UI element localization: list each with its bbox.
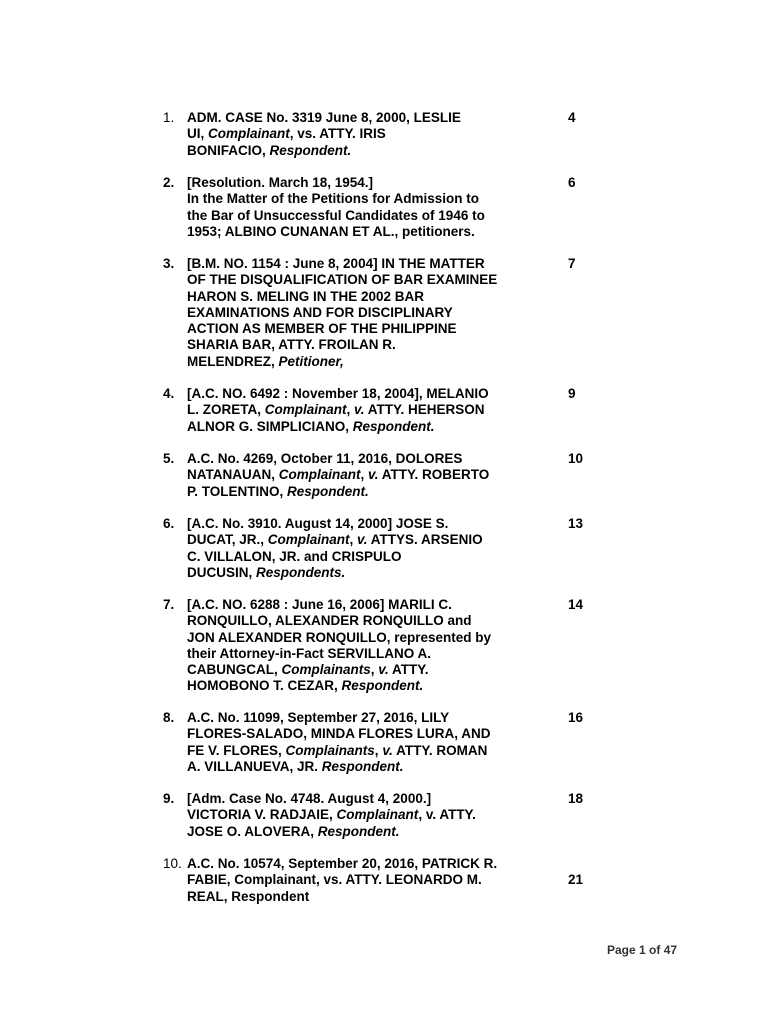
toc-entry-line <box>187 289 517 305</box>
footer-prefix: Page <box>607 943 640 957</box>
text-segment: [Adm. Case No. 4748. August 4, 2000.] <box>187 791 432 806</box>
toc-entry-title <box>187 791 517 840</box>
text-segment: RONQUILLO, ALEXANDER RONQUILLO and <box>187 613 472 629</box>
toc-entry-line <box>187 856 517 872</box>
footer-separator: of <box>645 943 664 957</box>
toc-entry-line <box>187 467 517 483</box>
toc-entry-title <box>187 856 517 905</box>
text-segment: their Attorney-in-Fact SERVILLANO A. <box>187 645 432 661</box>
text-segment: Respondent. <box>352 418 435 434</box>
toc-entry-number: 10. <box>163 856 182 871</box>
toc-entry-line <box>187 419 517 435</box>
toc-entry-line <box>187 791 517 807</box>
text-segment: JON ALEXANDER RONQUILLO, represented by <box>187 629 492 645</box>
text-segment: , <box>346 402 355 418</box>
text-segment: C. VILLALON, JR. and CRISPULO <box>187 548 402 564</box>
text-segment: Respondent. <box>321 758 404 774</box>
toc-entry-line <box>187 743 517 759</box>
text-segment: ATTYS. ARSENIO <box>367 532 483 548</box>
text-segment: , <box>360 467 369 483</box>
toc-entry-page-number: 4 <box>568 110 576 125</box>
text-segment: the Bar of Unsuccessful Candidates of 1946 to <box>187 207 485 223</box>
text-segment: ATTY. ROMAN <box>392 742 488 758</box>
text-segment: A.C. No. 4269, October 11, 2016, DOLORES <box>187 451 463 466</box>
text-segment: ALNOR G. SIMPLICIANO, <box>187 418 353 434</box>
text-segment: Respondents. <box>256 564 346 580</box>
text-segment: , <box>349 532 358 548</box>
toc-entry-line <box>187 759 517 775</box>
toc-entry-line <box>187 386 517 402</box>
toc-entry-number: 2. <box>163 175 175 190</box>
toc-entry-line <box>187 678 517 694</box>
text-segment: [B.M. NO. 1154 : June 8, 2004] IN THE MATTER <box>187 256 485 271</box>
toc-entry-page-number: 6 <box>568 175 576 190</box>
toc-entry-line <box>187 305 517 321</box>
text-segment: OF THE DISQUALIFICATION OF BAR EXAMINEE <box>187 272 498 288</box>
toc-entry-line <box>187 354 517 370</box>
toc-entry-number: 5. <box>163 451 175 466</box>
text-segment: EXAMINATIONS AND FOR DISCIPLINARY <box>187 304 453 320</box>
toc-entry-title <box>187 175 517 240</box>
toc-entry-title <box>187 710 517 775</box>
text-segment: A. VILLANUEVA, JR. <box>187 758 322 774</box>
toc-entry-line <box>187 191 517 207</box>
toc-entry-line <box>187 337 517 353</box>
toc-entry-line <box>187 110 517 126</box>
toc-entry-number: 9. <box>163 791 175 806</box>
text-segment: FLORES-SALADO, MINDA FLORES LURA, AND <box>187 726 491 742</box>
text-segment: P. TOLENTINO, <box>187 483 288 499</box>
text-segment: JOSE O. ALOVERA, <box>187 823 318 839</box>
text-segment: DUCUSIN, <box>187 564 257 580</box>
text-segment: VICTORIA V. RADJAIE, <box>187 807 337 823</box>
text-segment: Respondent. <box>269 142 352 158</box>
toc-entry-title <box>187 451 517 500</box>
text-segment: ACTION AS MEMBER OF THE PHILIPPINE <box>187 321 457 337</box>
toc-entry-title <box>187 110 517 159</box>
text-segment: Complainants <box>281 662 371 678</box>
text-segment: Respondent. <box>341 678 424 694</box>
toc-entry-line <box>187 549 517 565</box>
toc-entry-line <box>187 565 517 581</box>
text-segment: HOMOBONO T. CEZAR, <box>187 678 342 694</box>
toc-entry-line <box>187 256 517 272</box>
toc-entry-page-number: 13 <box>568 516 584 531</box>
text-segment: MELENDREZ, <box>187 353 279 369</box>
toc-entry-line <box>187 516 517 532</box>
text-segment: v. <box>357 532 368 548</box>
text-segment: A.C. No. 11099, September 27, 2016, LILY <box>187 710 450 725</box>
toc-entry-line <box>187 208 517 224</box>
toc-entry-number: 8. <box>163 710 175 725</box>
toc-entry-line <box>187 175 517 191</box>
footer-current-page: 1 <box>639 943 646 957</box>
text-segment: ATTY. <box>388 662 429 678</box>
text-segment: UI, <box>187 126 209 142</box>
toc-entry-line <box>187 807 517 823</box>
text-segment: ATTY. ROBERTO <box>378 467 490 483</box>
text-segment: 1953; ALBINO CUNANAN ET AL., petitioners. <box>187 223 475 239</box>
text-segment: REAL, Respondent <box>187 888 310 904</box>
text-segment: DUCAT, JR., <box>187 532 268 548</box>
toc-entry-title <box>187 516 517 581</box>
text-segment: SHARIA BAR, ATTY. FROILAN R. <box>187 337 396 353</box>
toc-entry-line <box>187 484 517 500</box>
toc-entry-line <box>187 451 517 467</box>
text-segment: Respondent. <box>317 823 400 839</box>
toc-entry-line <box>187 272 517 288</box>
text-segment: [Resolution. March 18, 1954.] <box>187 175 374 190</box>
toc-entry-line <box>187 889 517 905</box>
toc-entry-number: 4. <box>163 386 175 401</box>
text-segment: In the Matter of the Petitions for Admission to <box>187 191 480 207</box>
toc-entry-page-number: 16 <box>568 710 584 725</box>
toc-entry-number: 7. <box>163 597 175 612</box>
toc-entry-line <box>187 646 517 662</box>
text-segment: ADM. CASE No. 3319 June 8, 2000, LESLIE <box>187 110 461 125</box>
toc-entry-line <box>187 532 517 548</box>
toc-entry-page-number: 7 <box>568 256 576 271</box>
text-segment: FABIE, Complainant, vs. ATTY. LEONARDO M. <box>187 872 482 888</box>
text-segment: [A.C. NO. 6492 : November 18, 2004], MELANIO <box>187 386 489 401</box>
text-segment: v. <box>382 742 393 758</box>
toc-entry-line <box>187 126 517 142</box>
toc-entry-line <box>187 321 517 337</box>
text-segment: NATANAUAN, <box>187 467 279 483</box>
text-segment: v. <box>354 402 365 418</box>
footer-total-pages: 47 <box>663 943 678 957</box>
text-segment: BONIFACIO, <box>187 142 270 158</box>
text-segment: , vs. ATTY. IRIS <box>289 126 386 142</box>
toc-entry-line <box>187 872 517 888</box>
text-segment: Complainant <box>264 402 347 418</box>
toc-entry-page-number: 21 <box>568 872 584 888</box>
text-segment: v. <box>368 467 379 483</box>
text-segment: Complainants <box>285 742 375 758</box>
toc-entry-line <box>187 143 517 159</box>
text-segment: Complainant <box>208 126 290 142</box>
text-segment: [A.C. NO. 6288 : June 16, 2006] MARILI C. <box>187 597 452 612</box>
text-segment: FE V. FLORES, <box>187 742 286 758</box>
text-segment: Petitioner, <box>278 353 344 369</box>
text-segment: Complainant <box>336 807 419 823</box>
text-segment: Complainant <box>278 467 361 483</box>
toc-entry-line <box>187 662 517 678</box>
toc-entry-page-number: 14 <box>568 597 584 612</box>
toc-entry-number: 3. <box>163 256 175 271</box>
text-segment: Complainant <box>267 532 350 548</box>
toc-entry-line <box>187 402 517 418</box>
text-segment: , <box>370 662 379 678</box>
text-segment: CABUNGCAL, <box>187 662 282 678</box>
toc-entry-line <box>187 710 517 726</box>
text-segment: , <box>374 742 383 758</box>
toc-entry-page-number: 18 <box>568 791 584 806</box>
toc-entry-line <box>187 824 517 840</box>
toc-entry-page-number: 9 <box>568 386 576 401</box>
toc-entry-page-number: 10 <box>568 451 584 466</box>
text-segment: , v. ATTY. <box>418 807 476 823</box>
text-segment: L. ZORETA, <box>187 402 265 418</box>
toc-entry-line <box>187 630 517 646</box>
toc-entry-number: 6. <box>163 516 175 531</box>
text-segment: v. <box>378 662 389 678</box>
toc-entry-line <box>187 726 517 742</box>
page-footer <box>607 943 677 957</box>
toc-entry-line <box>187 597 517 613</box>
toc-entry-title <box>187 386 517 435</box>
toc-entry-title <box>187 256 517 370</box>
toc-entry-line <box>187 613 517 629</box>
text-segment: A.C. No. 10574, September 20, 2016, PATRICK R. <box>187 856 498 871</box>
toc-entry-number: 1. <box>163 110 175 125</box>
toc-entry-title <box>187 597 517 695</box>
text-segment: ATTY. HEHERSON <box>364 402 485 418</box>
text-segment: Respondent. <box>287 483 369 499</box>
toc-entry-line <box>187 224 517 240</box>
text-segment: [A.C. No. 3910. August 14, 2000] JOSE S. <box>187 516 449 531</box>
text-segment: HARON S. MELING IN THE 2002 BAR <box>187 288 425 304</box>
